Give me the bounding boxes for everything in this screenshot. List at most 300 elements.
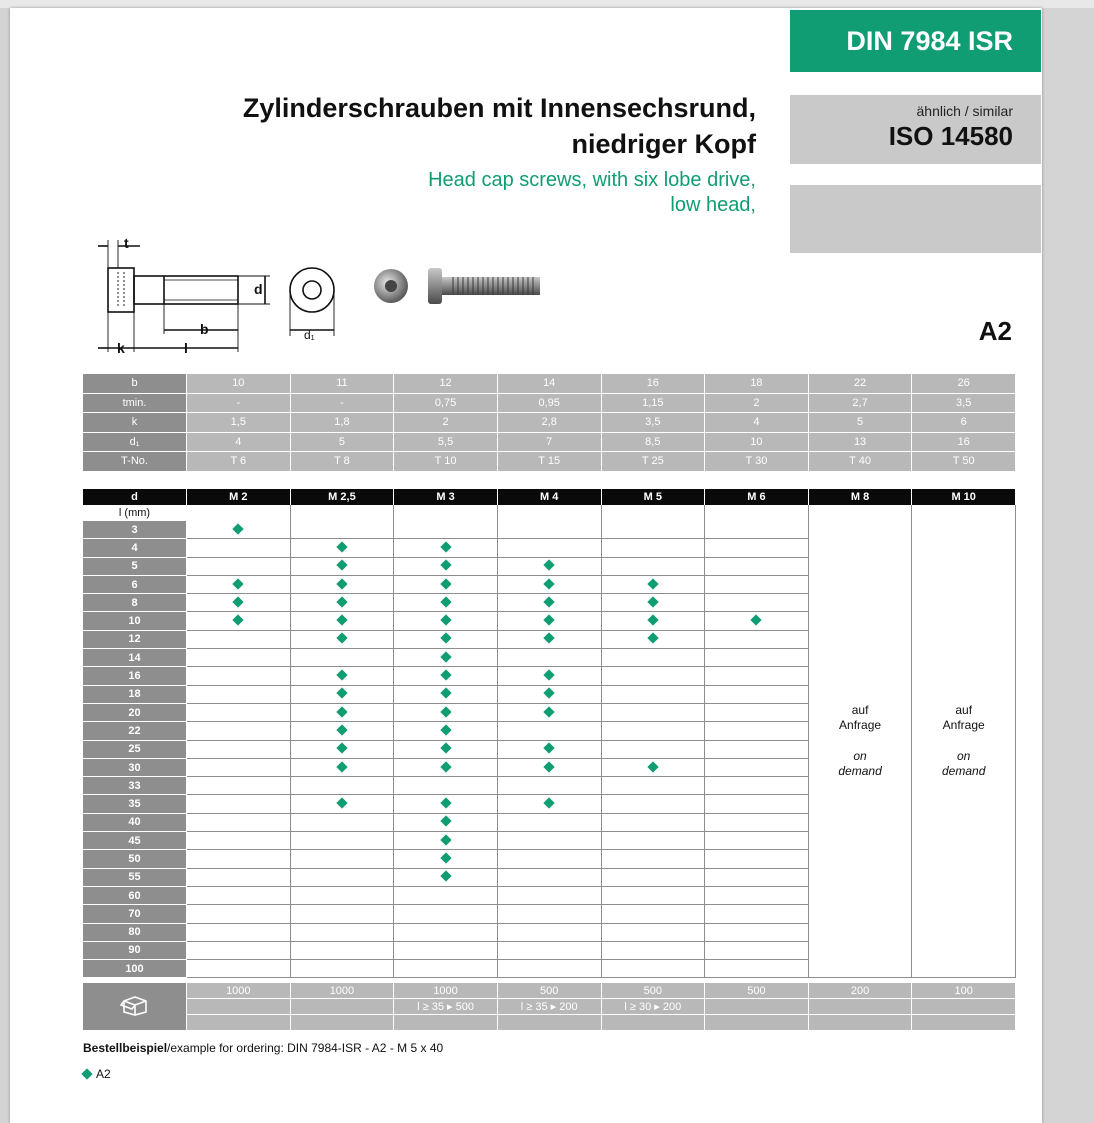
dimension-cell: 26 bbox=[912, 374, 1016, 394]
availability-cell bbox=[705, 576, 809, 594]
availability-cell bbox=[187, 594, 291, 612]
title-german-line2: niedriger Kopf bbox=[571, 129, 756, 159]
availability-cell bbox=[187, 942, 291, 960]
length-label: 10 bbox=[83, 612, 187, 630]
unit-row-cell bbox=[602, 505, 706, 521]
availability-cell bbox=[394, 521, 498, 539]
availability-cell bbox=[291, 869, 395, 887]
availability-cell bbox=[394, 850, 498, 868]
availability-cell bbox=[498, 777, 602, 795]
dimension-cell: 6 bbox=[912, 413, 1016, 433]
similar-value: ISO 14580 bbox=[888, 121, 1013, 151]
availability-cell bbox=[187, 924, 291, 942]
available-diamond-icon bbox=[647, 761, 658, 772]
availability-cell bbox=[602, 832, 706, 850]
packaging-blank-cell bbox=[912, 1015, 1016, 1031]
available-diamond-icon bbox=[440, 761, 451, 772]
length-label: 8 bbox=[83, 594, 187, 612]
length-label: 55 bbox=[83, 869, 187, 887]
availability-cell bbox=[498, 612, 602, 630]
availability-cell bbox=[291, 942, 395, 960]
dimension-cell: 2 bbox=[705, 394, 809, 414]
availability-cell bbox=[187, 612, 291, 630]
availability-cell bbox=[187, 649, 291, 667]
availability-cell bbox=[602, 814, 706, 832]
availability-cell bbox=[705, 942, 809, 960]
availability-cell bbox=[394, 777, 498, 795]
availability-cell bbox=[498, 521, 602, 539]
availability-cell bbox=[187, 704, 291, 722]
availability-cell bbox=[291, 722, 395, 740]
dimension-cell: 0,95 bbox=[498, 394, 602, 414]
dimension-row-label: T-No. bbox=[83, 452, 187, 472]
available-diamond-icon bbox=[440, 834, 451, 845]
dimension-cell: T 6 bbox=[187, 452, 291, 472]
datasheet-page bbox=[10, 8, 1042, 1123]
available-diamond-icon bbox=[544, 743, 555, 754]
available-diamond-icon bbox=[233, 614, 244, 625]
available-diamond-icon bbox=[336, 706, 347, 717]
availability-cell bbox=[394, 795, 498, 813]
length-label: 35 bbox=[83, 795, 187, 813]
packaging-blank-cell bbox=[809, 1015, 913, 1031]
length-label: 70 bbox=[83, 905, 187, 923]
length-label: 100 bbox=[83, 960, 187, 978]
availability-cell bbox=[394, 942, 498, 960]
dimension-cell: 11 bbox=[291, 374, 395, 394]
dimension-cell: T 25 bbox=[602, 452, 706, 472]
on-demand-cell bbox=[809, 505, 913, 978]
availability-cell bbox=[705, 887, 809, 905]
title-english-line1: Head cap screws, with six lobe drive, bbox=[428, 169, 756, 191]
availability-cell bbox=[291, 558, 395, 576]
dimension-row bbox=[83, 394, 1016, 414]
available-diamond-icon bbox=[544, 761, 555, 772]
available-diamond-icon bbox=[440, 797, 451, 808]
available-diamond-icon bbox=[544, 596, 555, 607]
available-diamond-icon bbox=[336, 688, 347, 699]
availability-cell bbox=[498, 869, 602, 887]
availability-cell bbox=[498, 960, 602, 978]
available-diamond-icon bbox=[647, 633, 658, 644]
length-label: 33 bbox=[83, 777, 187, 795]
availability-cell bbox=[705, 631, 809, 649]
availability-cell bbox=[187, 850, 291, 868]
viewer-top-bar bbox=[0, 0, 1094, 8]
availability-cell bbox=[394, 741, 498, 759]
availability-cell bbox=[394, 887, 498, 905]
size-header: M 2,5 bbox=[291, 489, 395, 505]
dimension-cell: T 30 bbox=[705, 452, 809, 472]
legend-label: A2 bbox=[96, 1067, 111, 1081]
available-diamond-icon bbox=[440, 578, 451, 589]
availability-cell bbox=[291, 667, 395, 685]
availability-cell bbox=[602, 960, 706, 978]
available-diamond-icon bbox=[647, 614, 658, 625]
available-diamond-icon bbox=[336, 724, 347, 735]
available-diamond-icon bbox=[336, 614, 347, 625]
availability-cell bbox=[602, 539, 706, 557]
availability-cell bbox=[705, 612, 809, 630]
length-label: 18 bbox=[83, 686, 187, 704]
packaging-blank-cell bbox=[187, 1015, 291, 1031]
availability-cell bbox=[291, 649, 395, 667]
packaging-blank-cell bbox=[705, 1015, 809, 1031]
available-diamond-icon bbox=[440, 871, 451, 882]
length-label: 50 bbox=[83, 850, 187, 868]
availability-cell bbox=[602, 594, 706, 612]
availability-cell bbox=[291, 612, 395, 630]
availability-cell bbox=[602, 521, 706, 539]
unit-row-cell bbox=[394, 505, 498, 521]
availability-table bbox=[83, 489, 1016, 978]
available-diamond-icon bbox=[336, 761, 347, 772]
availability-cell bbox=[705, 521, 809, 539]
availability-cell bbox=[498, 649, 602, 667]
dimension-cell: - bbox=[187, 394, 291, 414]
availability-cell bbox=[498, 667, 602, 685]
size-header: M 10 bbox=[912, 489, 1016, 505]
title-german bbox=[243, 90, 756, 162]
packaging-note: l ≥ 35 ▸ 500 bbox=[394, 999, 498, 1015]
availability-cell bbox=[394, 686, 498, 704]
availability-cell bbox=[187, 960, 291, 978]
availability-cell bbox=[187, 558, 291, 576]
availability-cell bbox=[602, 558, 706, 576]
availability-cell bbox=[394, 960, 498, 978]
length-label: 6 bbox=[83, 576, 187, 594]
availability-cell bbox=[187, 887, 291, 905]
dimension-cell: 4 bbox=[705, 413, 809, 433]
availability-cell bbox=[187, 905, 291, 923]
dimension-row bbox=[83, 433, 1016, 453]
availability-cell bbox=[705, 741, 809, 759]
unit-row-cell bbox=[291, 505, 395, 521]
availability-cell bbox=[291, 631, 395, 649]
order-example-text: /example for ordering: DIN 7984-ISR - A2 - M 5 x 40 bbox=[167, 1041, 444, 1055]
availability-cell bbox=[291, 795, 395, 813]
availability-cell bbox=[291, 887, 395, 905]
available-diamond-icon bbox=[440, 816, 451, 827]
dimension-row-label: tmin. bbox=[83, 394, 187, 414]
availability-cell bbox=[705, 704, 809, 722]
length-label: 3 bbox=[83, 521, 187, 539]
packaging-note bbox=[912, 999, 1016, 1015]
available-diamond-icon bbox=[336, 669, 347, 680]
availability-cell bbox=[498, 905, 602, 923]
length-label: 20 bbox=[83, 704, 187, 722]
availability-cell bbox=[498, 722, 602, 740]
availability-cell bbox=[291, 704, 395, 722]
available-diamond-icon bbox=[233, 596, 244, 607]
dim-label-b: b bbox=[200, 321, 209, 337]
availability-cell bbox=[602, 576, 706, 594]
availability-cell bbox=[291, 576, 395, 594]
availability-cell bbox=[291, 850, 395, 868]
dimension-cell: 16 bbox=[602, 374, 706, 394]
availability-cell bbox=[602, 667, 706, 685]
blank-gray-box bbox=[790, 185, 1041, 253]
availability-cell bbox=[187, 631, 291, 649]
available-diamond-icon bbox=[544, 560, 555, 571]
availability-cell bbox=[291, 759, 395, 777]
dimension-cell: T 50 bbox=[912, 452, 1016, 472]
availability-cell bbox=[394, 649, 498, 667]
availability-cell bbox=[602, 887, 706, 905]
available-diamond-icon bbox=[233, 578, 244, 589]
availability-cell bbox=[602, 741, 706, 759]
dimension-cell: 0,75 bbox=[394, 394, 498, 414]
dimension-cell: 8,5 bbox=[602, 433, 706, 453]
dim-label-t: t bbox=[124, 235, 129, 251]
length-label: 40 bbox=[83, 814, 187, 832]
dimension-cell: T 8 bbox=[291, 452, 395, 472]
available-diamond-icon bbox=[336, 560, 347, 571]
availability-cell bbox=[602, 759, 706, 777]
dimension-cell: 5 bbox=[291, 433, 395, 453]
unit-row-cell bbox=[705, 505, 809, 521]
availability-cell bbox=[602, 869, 706, 887]
availability-cell bbox=[498, 704, 602, 722]
packaging-quantity: 200 bbox=[809, 983, 913, 999]
available-diamond-icon bbox=[544, 797, 555, 808]
available-diamond-icon bbox=[440, 633, 451, 644]
availability-cell bbox=[187, 759, 291, 777]
availability-cell bbox=[394, 905, 498, 923]
on-demand-de: auf Anfrage bbox=[839, 703, 882, 733]
availability-cell bbox=[705, 924, 809, 942]
dimension-row bbox=[83, 413, 1016, 433]
available-diamond-icon bbox=[647, 578, 658, 589]
dimension-cell: 13 bbox=[809, 433, 913, 453]
available-diamond-icon bbox=[233, 523, 244, 534]
availability-cell bbox=[394, 539, 498, 557]
availability-cell bbox=[705, 759, 809, 777]
availability-cell bbox=[602, 704, 706, 722]
availability-cell bbox=[602, 942, 706, 960]
dimension-row-label: d₁ bbox=[83, 433, 187, 453]
available-diamond-icon bbox=[544, 706, 555, 717]
packaging-note bbox=[705, 999, 809, 1015]
availability-cell bbox=[705, 832, 809, 850]
availability-cell bbox=[498, 887, 602, 905]
available-diamond-icon bbox=[336, 797, 347, 808]
availability-cell bbox=[705, 795, 809, 813]
available-diamond-icon bbox=[336, 541, 347, 552]
available-diamond-icon bbox=[440, 651, 451, 662]
availability-cell bbox=[187, 741, 291, 759]
available-diamond-icon bbox=[440, 743, 451, 754]
availability-cell bbox=[498, 832, 602, 850]
screw-photo bbox=[373, 256, 543, 316]
on-demand-cell bbox=[912, 505, 1016, 978]
packaging-quantity: 500 bbox=[602, 983, 706, 999]
availability-cell bbox=[705, 850, 809, 868]
availability-cell bbox=[498, 539, 602, 557]
availability-cell bbox=[394, 558, 498, 576]
packaging-quantity: 500 bbox=[498, 983, 602, 999]
dimension-cell: 2,8 bbox=[498, 413, 602, 433]
standard-badge bbox=[790, 10, 1041, 72]
availability-cell bbox=[602, 924, 706, 942]
packaging-note-row bbox=[83, 999, 1016, 1015]
packaging-note bbox=[809, 999, 913, 1015]
availability-cell bbox=[291, 905, 395, 923]
availability-cell bbox=[498, 942, 602, 960]
dimension-cell: 10 bbox=[187, 374, 291, 394]
title-english-line2: low head, bbox=[670, 194, 756, 216]
availability-cell bbox=[498, 759, 602, 777]
available-diamond-icon bbox=[440, 688, 451, 699]
available-diamond-icon bbox=[544, 669, 555, 680]
availability-cell bbox=[187, 832, 291, 850]
available-diamond-icon bbox=[336, 633, 347, 644]
available-diamond-icon bbox=[336, 743, 347, 754]
standard-number: DIN 7984 ISR bbox=[846, 25, 1013, 56]
dimension-cell: 5 bbox=[809, 413, 913, 433]
availability-cell bbox=[291, 924, 395, 942]
packaging-blank-cell bbox=[602, 1015, 706, 1031]
dimension-cell: T 15 bbox=[498, 452, 602, 472]
dimension-cell: - bbox=[291, 394, 395, 414]
available-diamond-icon bbox=[440, 724, 451, 735]
availability-cell bbox=[705, 814, 809, 832]
available-diamond-icon bbox=[440, 669, 451, 680]
dimension-row-label: k bbox=[83, 413, 187, 433]
availability-cell bbox=[498, 795, 602, 813]
availability-cell bbox=[498, 558, 602, 576]
length-label: 60 bbox=[83, 887, 187, 905]
available-diamond-icon bbox=[440, 614, 451, 625]
availability-cell bbox=[602, 631, 706, 649]
size-header: M 4 bbox=[498, 489, 602, 505]
available-diamond-icon bbox=[647, 596, 658, 607]
availability-cell bbox=[291, 777, 395, 795]
dim-label-d1: d₁ bbox=[304, 328, 315, 342]
dimension-row bbox=[83, 452, 1016, 472]
availability-cell bbox=[394, 612, 498, 630]
availability-cell bbox=[394, 722, 498, 740]
availability-cell bbox=[498, 924, 602, 942]
similar-standard-box bbox=[790, 95, 1041, 164]
available-diamond-icon bbox=[544, 688, 555, 699]
availability-cell bbox=[291, 521, 395, 539]
order-example bbox=[83, 1041, 443, 1055]
dimension-cell: 10 bbox=[705, 433, 809, 453]
availability-cell bbox=[291, 832, 395, 850]
available-diamond-icon bbox=[544, 614, 555, 625]
available-diamond-icon bbox=[336, 578, 347, 589]
availability-cell bbox=[705, 777, 809, 795]
packaging-blank-cell bbox=[498, 1015, 602, 1031]
availability-cell bbox=[394, 814, 498, 832]
dimension-cell: 22 bbox=[809, 374, 913, 394]
length-label: 25 bbox=[83, 741, 187, 759]
material-label: A2 bbox=[978, 316, 1012, 346]
available-diamond-icon bbox=[440, 852, 451, 863]
similar-label: ähnlich / similar bbox=[916, 103, 1013, 119]
dimension-cell: T 40 bbox=[809, 452, 913, 472]
dimension-row bbox=[83, 374, 1016, 394]
availability-cell bbox=[602, 649, 706, 667]
packaging-quantity-row bbox=[83, 983, 1016, 999]
dimension-cell: 2,7 bbox=[809, 394, 913, 414]
availability-cell bbox=[705, 869, 809, 887]
availability-cell bbox=[291, 594, 395, 612]
length-unit-label: l (mm) bbox=[83, 505, 187, 521]
availability-cell bbox=[498, 576, 602, 594]
availability-cell bbox=[498, 850, 602, 868]
availability-cell bbox=[705, 686, 809, 704]
packaging-blank-cell bbox=[291, 1015, 395, 1031]
dimension-cell: 1,8 bbox=[291, 413, 395, 433]
availability-cell bbox=[187, 667, 291, 685]
availability-cell bbox=[705, 539, 809, 557]
on-demand-en: on demand bbox=[838, 749, 882, 779]
availability-cell bbox=[291, 741, 395, 759]
length-label: 90 bbox=[83, 942, 187, 960]
availability-cell bbox=[394, 576, 498, 594]
dimension-cell: 18 bbox=[705, 374, 809, 394]
availability-cell bbox=[187, 869, 291, 887]
available-diamond-icon bbox=[544, 633, 555, 644]
dimension-cell: 16 bbox=[912, 433, 1016, 453]
availability-cell bbox=[394, 869, 498, 887]
dim-label-l: l bbox=[184, 340, 188, 356]
availability-cell bbox=[602, 722, 706, 740]
availability-cell bbox=[602, 850, 706, 868]
availability-cell bbox=[291, 686, 395, 704]
on-demand-de: auf Anfrage bbox=[942, 703, 985, 733]
dimension-cell: 12 bbox=[394, 374, 498, 394]
availability-cell bbox=[394, 631, 498, 649]
packaging-blank-cell bbox=[394, 1015, 498, 1031]
dimension-cell: 5,5 bbox=[394, 433, 498, 453]
packaging-quantity: 1000 bbox=[291, 983, 395, 999]
packaging-quantity: 1000 bbox=[394, 983, 498, 999]
title-english bbox=[428, 168, 756, 218]
length-label: 16 bbox=[83, 667, 187, 685]
availability-cell bbox=[705, 558, 809, 576]
length-label: 30 bbox=[83, 759, 187, 777]
availability-cell bbox=[705, 960, 809, 978]
availability-cell bbox=[498, 594, 602, 612]
availability-cell bbox=[602, 686, 706, 704]
unit-row-cell bbox=[498, 505, 602, 521]
availability-cell bbox=[705, 905, 809, 923]
packaging-note: l ≥ 35 ▸ 200 bbox=[498, 999, 602, 1015]
available-diamond-icon bbox=[751, 614, 762, 625]
dimension-cell: 1,5 bbox=[187, 413, 291, 433]
availability-cell bbox=[187, 795, 291, 813]
dimension-cell: 7 bbox=[498, 433, 602, 453]
order-example-label: Bestellbeispiel bbox=[83, 1041, 168, 1055]
availability-cell bbox=[187, 521, 291, 539]
packaging-note bbox=[291, 999, 395, 1015]
length-label: 80 bbox=[83, 924, 187, 942]
dimension-cell: 3,5 bbox=[912, 394, 1016, 414]
packaging-quantity: 500 bbox=[705, 983, 809, 999]
dimension-cell: T 10 bbox=[394, 452, 498, 472]
availability-cell bbox=[498, 741, 602, 759]
size-header: M 2 bbox=[187, 489, 291, 505]
dimension-cell: 2 bbox=[394, 413, 498, 433]
dim-label-d: d bbox=[254, 281, 263, 297]
packaging-note bbox=[187, 999, 291, 1015]
length-label: 45 bbox=[83, 832, 187, 850]
length-label: 12 bbox=[83, 631, 187, 649]
available-diamond-icon bbox=[440, 560, 451, 571]
